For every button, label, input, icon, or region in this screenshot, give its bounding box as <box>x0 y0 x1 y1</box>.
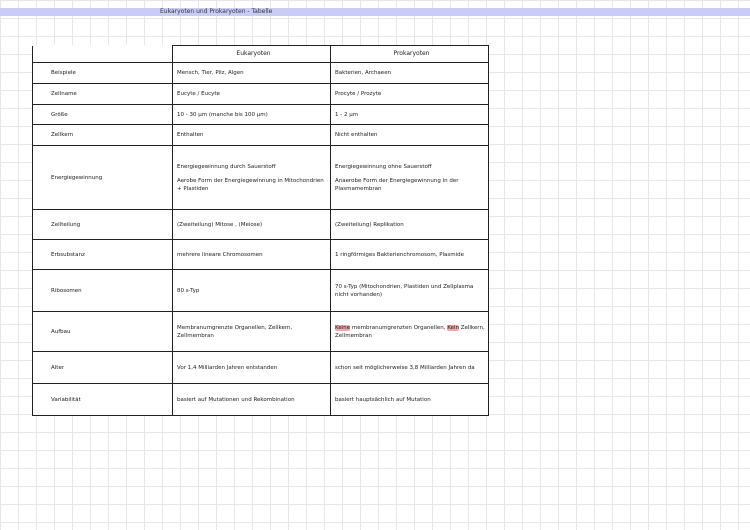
header-prokaryoten: Prokaryoten <box>331 46 489 63</box>
title-bar <box>0 8 750 16</box>
cell-text: membranumgrenzten Organellen, <box>350 324 448 331</box>
cell-line: 70 s-Typ (Mitochondrien, Plastiden und Zellplasma <box>335 283 474 290</box>
table-row <box>33 84 489 105</box>
row-label: Variabilität <box>33 384 173 416</box>
cell-prokaryoten: schon seit möglicherweise 3,8 Milliarden Jahren da <box>331 352 489 384</box>
table-row <box>33 105 489 125</box>
row-label: Zellname <box>33 84 173 105</box>
cell-prokaryoten: Procyte / Prozyte <box>331 84 489 105</box>
cell-eukaryoten: mehrere lineare Chromosomen <box>173 240 331 270</box>
table-row <box>33 270 489 312</box>
cell-line: Energiegewinnung durch Sauerstoff <box>177 163 276 170</box>
row-label: Erbsubstanz <box>33 240 173 270</box>
cell-eukaryoten: (Zweiteilung) Mitose , (Meiose) <box>173 210 331 240</box>
table-row <box>33 384 489 416</box>
cell-prokaryoten: (Zweiteilung) Replikation <box>331 210 489 240</box>
row-label: Alter <box>33 352 173 384</box>
cell-eukaryoten: 10 - 30 µm (manche bis 100 µm) <box>173 105 331 125</box>
table-row <box>33 125 489 146</box>
cell-eukaryoten: 80 s-Typ <box>173 270 331 312</box>
row-label: Beispiele <box>33 63 173 84</box>
cell-line: + Plastiden <box>177 185 209 192</box>
cell-line: Aerobe Form der Energiegewinnung in Mitochondrien <box>177 177 324 184</box>
cell-prokaryoten: basiert hauptsächlich auf Mutation <box>331 384 489 416</box>
comparison-table <box>32 45 489 416</box>
row-label: Zellteilung <box>33 210 173 240</box>
cell-prokaryoten: 1 ringförmiges Bakterienchromosom, Plasmide <box>331 240 489 270</box>
row-label: Energiegewinnung <box>33 146 173 210</box>
cell-prokaryoten <box>331 270 489 312</box>
cell-eukaryoten <box>173 146 331 210</box>
table-row <box>33 146 489 210</box>
cell-eukaryoten: basiert auf Mutationen und Rekombination <box>173 384 331 416</box>
cell-line: Energiegewinnung ohne Sauerstoff <box>335 163 432 170</box>
row-label: Zellkern <box>33 125 173 146</box>
cell-eukaryoten: Enthalten <box>173 125 331 146</box>
header-eukaryoten: Eukaryoten <box>173 46 331 63</box>
table-row <box>33 352 489 384</box>
row-label: Ribosomen <box>33 270 173 312</box>
cell-eukaryoten: Membranumgrenzte Organellen, Zellkern, Zellmembran <box>173 312 331 352</box>
cell-eukaryoten: Mensch, Tier, Pilz, Algen <box>173 63 331 84</box>
row-label: Größe <box>33 105 173 125</box>
cell-eukaryoten: Vor 1,4 Milliarden Jahren entstanden <box>173 352 331 384</box>
cell-line <box>335 324 488 332</box>
header-empty <box>33 46 173 63</box>
cell-eukaryoten: Eucyte / Eucyte <box>173 84 331 105</box>
cell-text: Zellkern, <box>458 324 485 331</box>
cell-prokaryoten: Nicht enthalten <box>331 125 489 146</box>
table-row <box>33 210 489 240</box>
cell-prokaryoten <box>331 312 489 352</box>
row-label: Aufbau <box>33 312 173 352</box>
cell-line: Zellmembran <box>335 332 372 339</box>
cell-prokaryoten <box>331 146 489 210</box>
cell-line: nicht vorhanden) <box>335 291 383 298</box>
cell-line: Anaerobe Form der Energiegewinnung in der Plasmamembran <box>335 177 459 192</box>
highlight-mark: Kein <box>447 324 459 331</box>
table-header-row <box>33 46 489 63</box>
table-row <box>33 63 489 84</box>
highlight-mark: Keine <box>335 324 351 331</box>
table-row <box>33 240 489 270</box>
cell-prokaryoten: Bakterien, Archaeen <box>331 63 489 84</box>
cell-prokaryoten: 1 - 2 µm <box>331 105 489 125</box>
document-title: Eukaryoten und Prokaryoten - Tabelle <box>160 8 273 15</box>
table-row <box>33 312 489 352</box>
